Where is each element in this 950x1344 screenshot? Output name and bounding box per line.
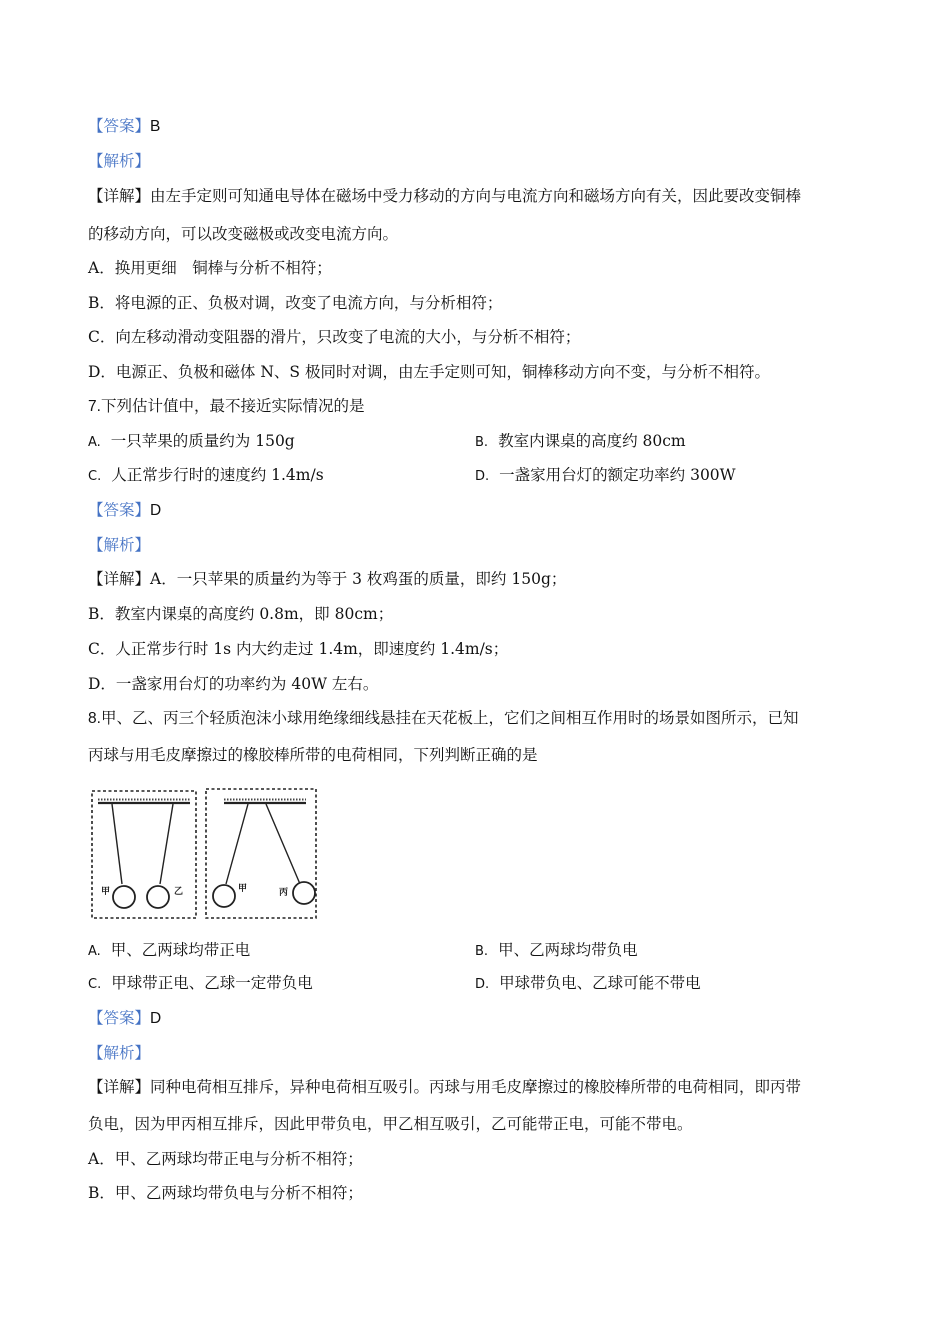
option-text: 一盏家用台灯的额定功率约 300W [499, 466, 736, 484]
q6-option-d-analysis: D．电源正、负极和磁体 N、S 极同时对调，由左手定则可知，铜棒移动方向不变，与分析不相符。 [88, 363, 770, 381]
answer-value: D [150, 1010, 162, 1027]
answer-value: D [150, 502, 162, 519]
analysis-tag: 【解析】 [88, 1044, 151, 1062]
q8-detail-line1 [88, 1077, 801, 1097]
option-letter: B. [475, 944, 489, 959]
option-letter: A. [88, 944, 101, 959]
detail-tag: 【详解】 [88, 1078, 151, 1096]
q8-option-d [475, 973, 701, 995]
option-letter: D. [475, 469, 490, 484]
q6-detail-line2: 的移动方向，可以改变磁极或改变电流方向。 [88, 225, 399, 243]
answer-tag: 【答案】 [88, 501, 151, 519]
q7-option-a [88, 431, 295, 453]
q7-option-b [475, 431, 686, 453]
option-letter: B. [475, 435, 489, 450]
q8-stem-line2: 丙球与用毛皮摩擦过的橡胶棒所带的电荷相同，下列判断正确的是 [88, 746, 538, 764]
q8-option-a [88, 940, 250, 962]
q7-option-d [475, 465, 736, 487]
answer-tag: 【答案】 [88, 1009, 151, 1027]
q6-detail-line1 [88, 186, 801, 206]
pendulum-figure [88, 786, 320, 922]
question-number: 7. [88, 398, 101, 415]
question-text: 甲、乙、丙三个轻质泡沫小球用绝缘细线悬挂在天花板上，它们之间相互作用时的场景如图所示，已知 [100, 709, 799, 727]
answer-tag: 【答案】 [88, 117, 151, 135]
q6-option-b-analysis: B．将电源的正、负极对调，改变了电流方向，与分析相符； [88, 294, 503, 312]
q8-option-c [88, 973, 313, 995]
detail-text: 由左手定则可知通电导体在磁场中受力移动的方向与电流方向和磁场方向有关，因此要改变铜棒 [150, 187, 802, 205]
question-text: 下列估计值中，最不接近实际情况的是 [100, 397, 365, 415]
q6-option-c-analysis: C．向左移动滑动变阻器的滑片，只改变了电流的大小，与分析不相符； [88, 328, 581, 346]
option-text: 甲、乙两球均带负电 [498, 941, 638, 959]
detail-text: 同种电荷相互排斥，异种电荷相互吸引。丙球与用毛皮摩擦过的橡胶棒所带的电荷相同，即丙带 [150, 1078, 802, 1096]
q8-option-b [475, 940, 638, 962]
right-panel [206, 789, 316, 918]
q8-option-b-analysis: B．甲、乙两球均带负电与分析不相符； [88, 1184, 363, 1202]
q7-detail-a [88, 569, 566, 589]
ball-label-bing: 丙 [279, 888, 289, 898]
q8-option-a-analysis: A．甲、乙两球均带正电与分析不相符； [88, 1150, 363, 1168]
q8-detail-line2: 负电，因为甲丙相互排斥，因此甲带负电，甲乙相互吸引，乙可能带正电，可能不带电。 [88, 1115, 693, 1133]
option-letter: C. [88, 977, 102, 992]
q7-detail-c: C．人正常步行时 1s 内大约走过 1.4m，即速度约 1.4m/s； [88, 640, 509, 658]
analysis-tag: 【解析】 [88, 152, 151, 170]
ball-label-yi: 乙 [174, 887, 184, 897]
q8-answer-line [88, 1008, 161, 1029]
option-letter: C. [88, 469, 102, 484]
q8-stem-line1 [88, 708, 798, 729]
q7-detail-d: D．一盏家用台灯的功率约为 40W 左右。 [88, 675, 379, 693]
option-text: 人正常步行时的速度约 1.4m/s [111, 466, 324, 484]
option-letter: A. [88, 435, 101, 450]
analysis-tag: 【解析】 [88, 536, 151, 554]
option-text: 一只苹果的质量约为 150g [110, 432, 295, 450]
ball-label-jia: 甲 [238, 884, 248, 894]
detail-tag: 【详解】 [88, 187, 151, 205]
detail-text: A．一只苹果的质量约为等于 3 枚鸡蛋的质量，即约 150g； [150, 570, 567, 588]
detail-tag: 【详解】 [88, 570, 151, 588]
option-letter: D. [475, 977, 490, 992]
left-panel [92, 791, 196, 918]
q7-answer-line [88, 500, 161, 521]
q7-detail-b: B．教室内课桌的高度约 0.8m，即 80cm； [88, 605, 394, 623]
question-number: 8. [88, 710, 101, 727]
option-text: 甲球带正电、乙球一定带负电 [111, 974, 313, 992]
q6-answer-line [88, 116, 160, 137]
option-text: 甲、乙两球均带正电 [110, 941, 251, 959]
q6-option-a-analysis: A．换用更细 铜棒与分析不相符； [88, 259, 332, 277]
option-text: 教室内课桌的高度约 80cm [498, 432, 686, 450]
q7-stem [88, 396, 364, 417]
answer-value: B [150, 118, 161, 135]
option-text: 甲球带负电、乙球可能不带电 [499, 974, 701, 992]
ball-label-jia: 甲 [101, 887, 111, 897]
q7-option-c [88, 465, 324, 487]
